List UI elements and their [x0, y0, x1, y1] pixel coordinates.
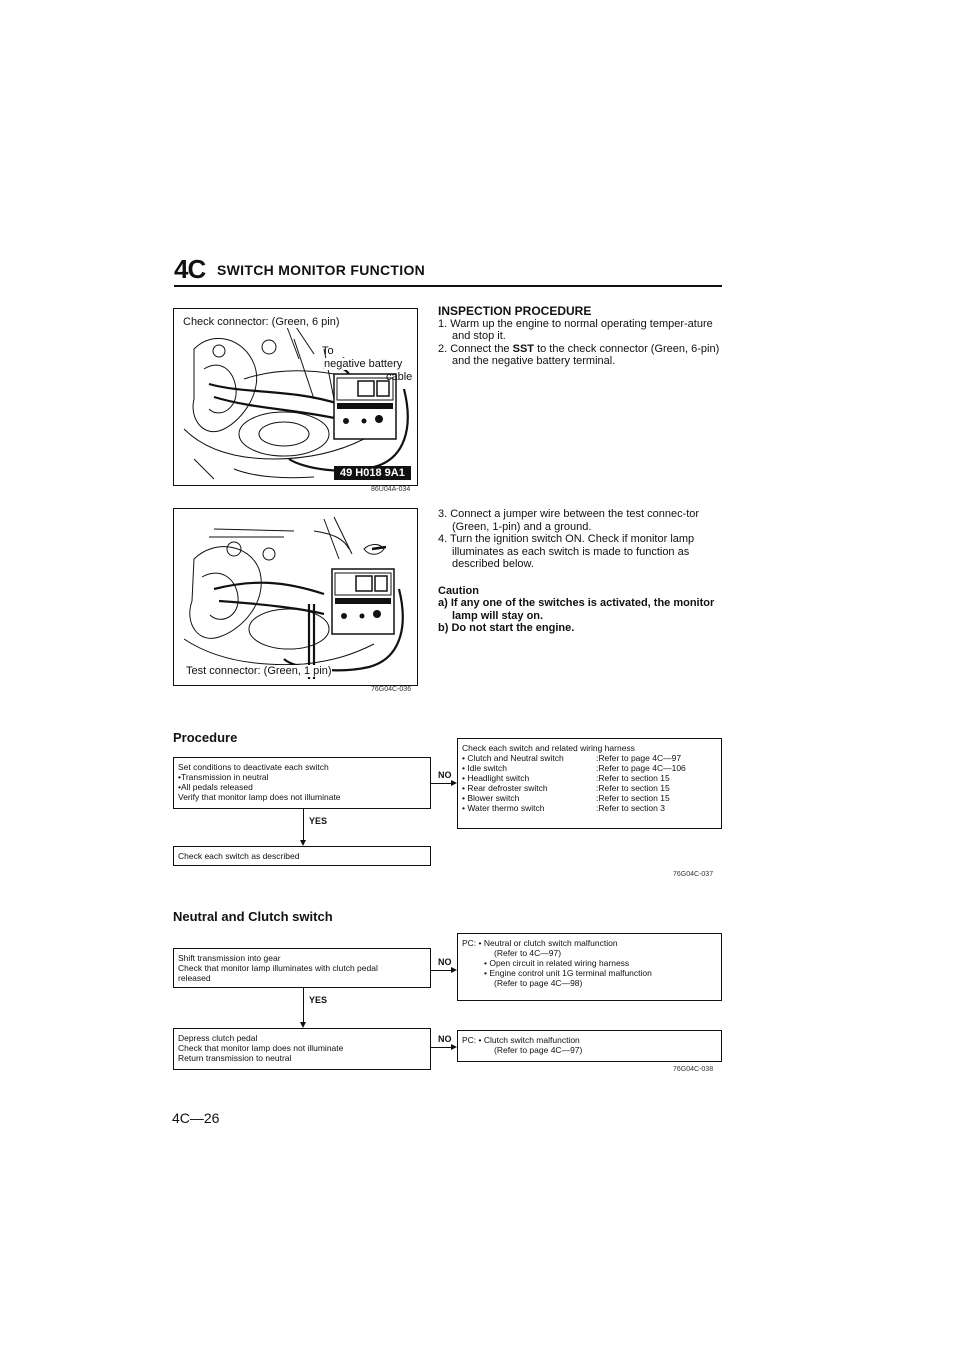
header-rule [174, 285, 722, 287]
figure1-caption: 86U04A-034 [371, 486, 411, 493]
figure-check-connector [173, 308, 418, 486]
neutral-clutch-caption: 76G04C-038 [673, 1066, 714, 1073]
step-1: 1. Warm up the engine to normal operating temper-ature and stop it. [438, 317, 713, 342]
step-2: 2. Connect the SST to the check connector (Green, 6-pin) and the negative battery terminal. [438, 342, 720, 367]
no-connector-line-1 [431, 970, 451, 971]
yes-connector-line [303, 809, 304, 840]
engine-bay-illustration-2 [174, 509, 417, 685]
figure2-caption: 76G04C-036 [371, 686, 412, 693]
no-label-1: NO [438, 957, 452, 967]
yes-label: YES [309, 816, 328, 826]
depress-clutch-box: Depress clutch pedal Check that monitor lamp does not illuminate Return transmission to neutral [173, 1028, 431, 1070]
check-switches-harness-box: Check each switch and related wiring harness • Clutch and Neutral switch :Refer to page 4C—97 • Idle switch :Refer to page 4C—106 • Headlight switch :Refer to section 15 • Rear defroster switch :Refer to section 15 • Blower switch :Refer to section 15 • Water thermo switch :Refer to section 3 [457, 738, 722, 829]
check-connector-label: Check connector: (Green, 6 pin) [183, 316, 340, 328]
page-number: 4C—26 [172, 1110, 220, 1126]
tool-number-badge: 49 H018 9A1 [334, 466, 411, 480]
no-label: NO [438, 770, 452, 780]
procedure-heading: Procedure [173, 730, 238, 745]
negative-battery-label: negative battery [324, 358, 403, 370]
to-label: To [322, 345, 334, 357]
inspection-procedure [438, 305, 723, 368]
procedure-caption: 76G04C-037 [673, 871, 714, 878]
figure-test-connector [173, 508, 418, 686]
check-each-switch-box: Check each switch as described [173, 846, 431, 866]
clutch-switch-malfunction-box: PC: • Clutch switch malfunction (Refer to page 4C—97) [457, 1030, 722, 1062]
engine-bay-illustration [174, 309, 417, 485]
neutral-clutch-malfunction-box: PC: • Neutral or clutch switch malfunction (Refer to 4C—97) • Open circuit in related wiring harness • Engine control unit 1G terminal malfunction (Refer to page 4C—98) [457, 933, 722, 1001]
no-connector-line-2 [431, 1047, 451, 1048]
step-4: 4. Turn the ignition switch ON. Check if monitor lamp illuminates as each switch is made to function as described below. [438, 533, 695, 570]
shift-into-gear-box: Shift transmission into gear Check that monitor lamp illuminates with clutch pedal released [173, 948, 431, 988]
caution-a: a) If any one of the switches is activated, the monitor lamp will stay on. [438, 597, 715, 622]
test-connector-label: Test connector: (Green, 1 pin) [186, 665, 332, 677]
cable-label: cable [386, 371, 413, 383]
inspection-heading: INSPECTION PROCEDURE [438, 304, 592, 318]
step-3: 3. Connect a jumper wire between the test connec-tor (Green, 1-pin) and a ground. [438, 508, 700, 533]
yes-label-2: YES [309, 995, 328, 1005]
page-title: SWITCH MONITOR FUNCTION [217, 262, 426, 278]
deactivate-switches-box: Set conditions to deactivate each switch •Transmission in neutral •All pedals released Verify that monitor lamp does not illuminate [173, 757, 431, 809]
inspection-steps-continued [438, 508, 723, 635]
section-code: 4C [174, 254, 206, 284]
no-connector-line [431, 783, 451, 784]
no-label-2: NO [438, 1034, 452, 1044]
caution-title: Caution [438, 584, 479, 597]
neutral-clutch-heading: Neutral and Clutch switch [173, 909, 333, 924]
caution-b: b) Do not start the engine. [438, 622, 575, 634]
yes-connector-line-2 [303, 988, 304, 1022]
